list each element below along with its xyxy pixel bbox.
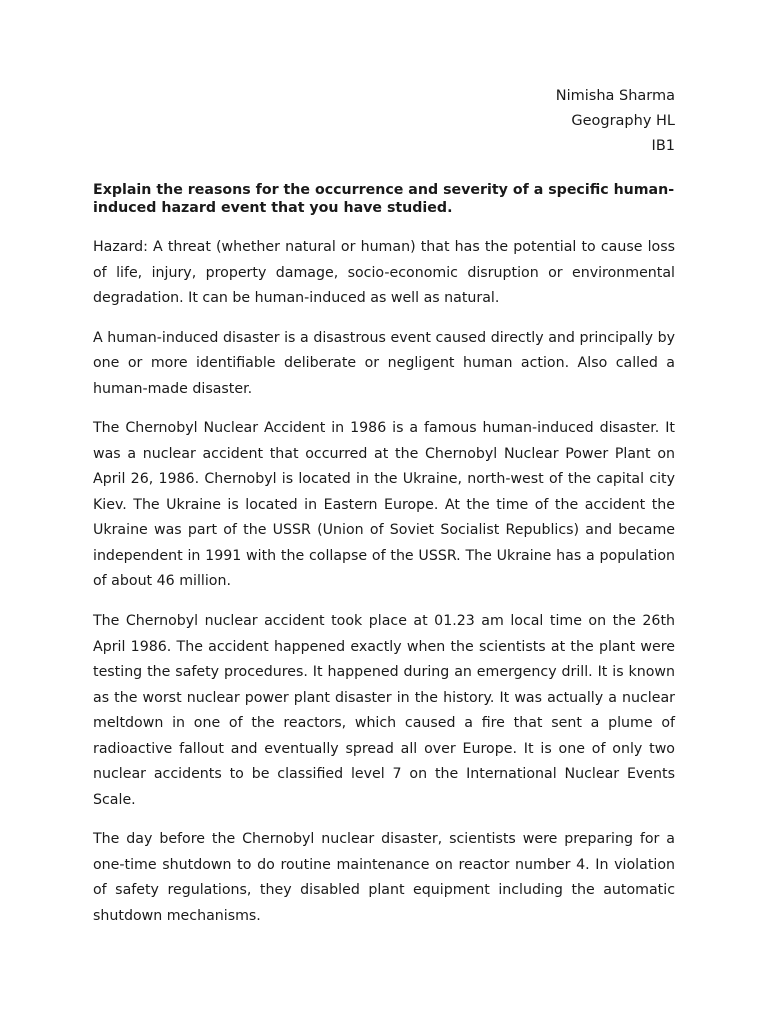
grade-level: IB1 xyxy=(651,138,675,154)
paragraph-day-before: The day before the Chernobyl nuclear disaster, scientists were preparing for a one-time shutdown to do routine maintenance on reactor number 4. In violation of safety regulations, they disabled plant equipment including the automatic shutdown mechanisms. xyxy=(93,831,675,924)
document-page xyxy=(93,84,675,943)
essay-question: Explain the reasons for the occurrence and severity of a specific human-induced hazard event that you have studied. xyxy=(93,182,675,216)
subject-name: Geography HL xyxy=(571,113,675,129)
document-header xyxy=(93,84,675,159)
paragraph-human-induced-definition: A human-induced disaster is a disastrous event caused directly and principally by one or more identifiable deliberate or negligent human action. Also called a human-made disaster. xyxy=(93,329,675,397)
author-name: Nimisha Sharma xyxy=(555,88,675,104)
paragraph-hazard-definition: Hazard: A threat (whether natural or human) that has the potential to cause loss of life, injury, property damage, socio-economic disruption or environmental degradation. It can be human-induced as well as natural. xyxy=(93,239,675,306)
paragraph-chernobyl-intro: The Chernobyl Nuclear Accident in 1986 is a famous human-induced disaster. It was a nuclear accident that occurred at the Chernobyl Nuclear Power Plant on April 26, 1986. Chernobyl is located in the Ukraine, north-west of the capital city Kiev. The Ukraine is located in Eastern Europe. At the time of the accident the Ukraine was part of the USSR (Union of Soviet Socialist Republics) and became independent in 1991 with the collapse of the USSR. The Ukraine has a population of about 46 million. xyxy=(93,420,675,590)
paragraph-accident-details: The Chernobyl nuclear accident took place at 01.23 am local time on the 26th April 1986. The accident happened exactly when the scientists at the plant were testing the safety procedures. It happened during an emergency drill. It is known as the worst nuclear power plant disaster in the history. It was actually a nuclear meltdown in one of the reactors, which caused a fire that sent a plume of radioactive fallout and eventually spread all over Europe. It is one of only two nuclear accidents to be classified level 7 on the International Nuclear Events Scale. xyxy=(93,613,675,808)
